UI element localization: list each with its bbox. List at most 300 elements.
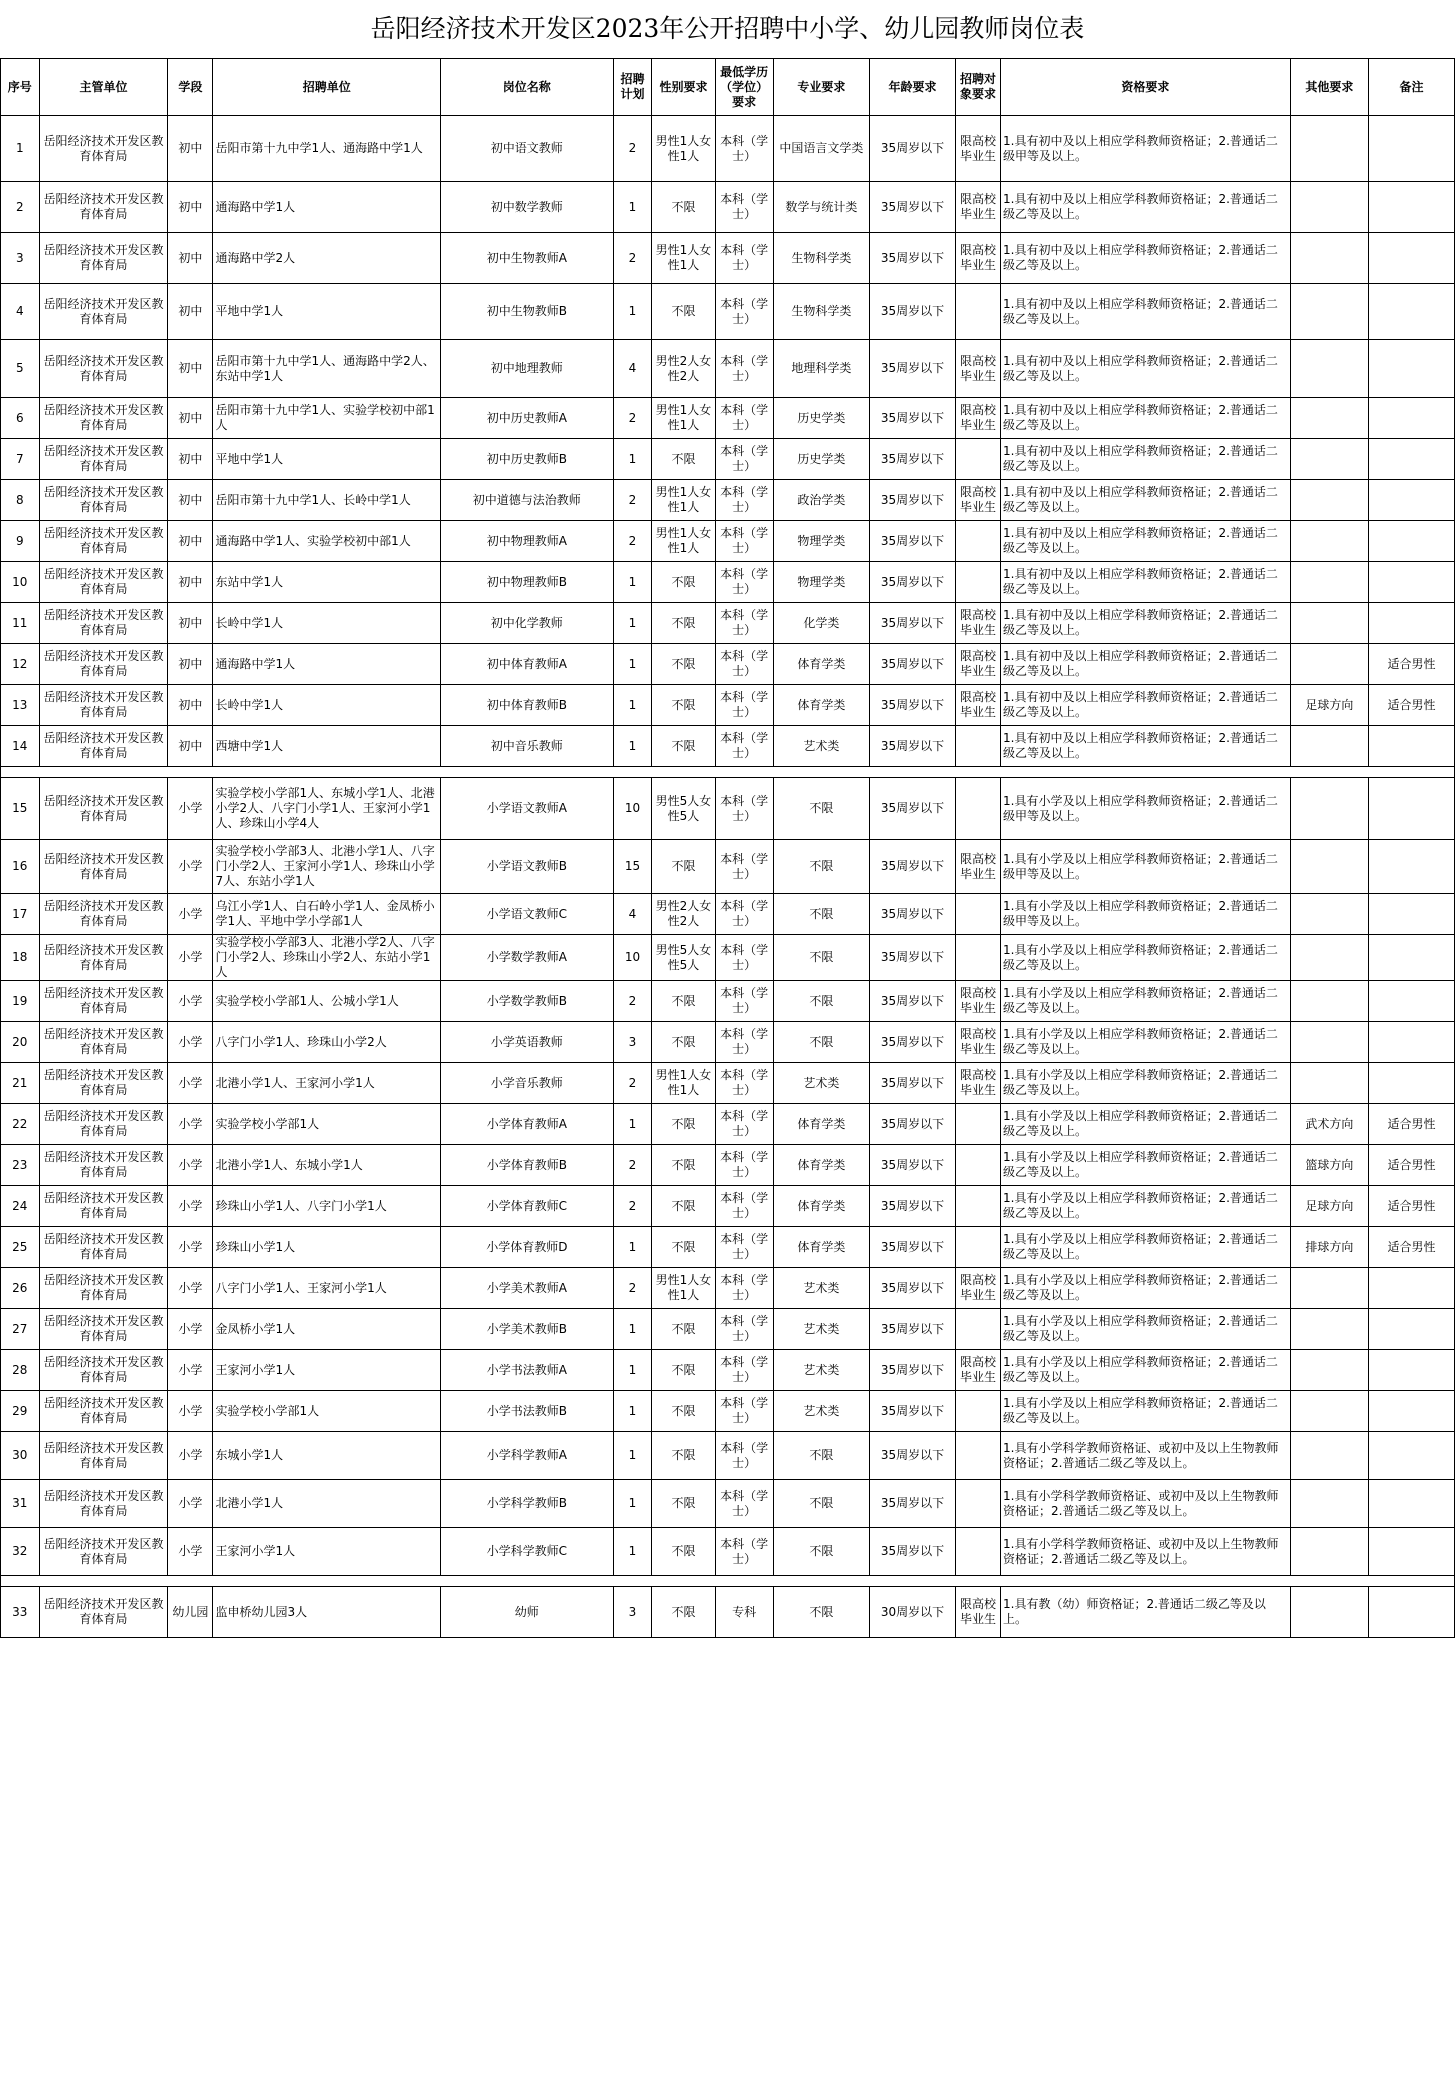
- cell-seq: 29: [1, 1391, 40, 1432]
- cell-other: [1290, 340, 1368, 398]
- cell-target: 限高校毕业生: [955, 981, 1000, 1022]
- cell-major: 政治学类: [773, 480, 870, 521]
- cell-qualification: 1.具有小学及以上相应学科教师资格证；2.普通话二级乙等及以上。: [1001, 1145, 1291, 1186]
- cell-education: 本科（学士）: [715, 1104, 773, 1145]
- cell-target: [955, 1528, 1000, 1576]
- cell-position: 初中语文教师: [440, 116, 613, 182]
- cell-quota: 1: [613, 1309, 652, 1350]
- cell-level: 小学: [168, 1391, 213, 1432]
- cell-major: 不限: [773, 1022, 870, 1063]
- cell-authority: 岳阳经济技术开发区教育体育局: [39, 233, 168, 284]
- cell-position: 小学美术教师B: [440, 1309, 613, 1350]
- section-gap-kindergarten-cell: [1, 1576, 1455, 1587]
- cell-authority: 岳阳经济技术开发区教育体育局: [39, 1480, 168, 1528]
- cell-major: 生物科学类: [773, 233, 870, 284]
- cell-seq: 6: [1, 398, 40, 439]
- cell-age: 35周岁以下: [870, 1480, 956, 1528]
- cell-authority: 岳阳经济技术开发区教育体育局: [39, 726, 168, 767]
- cell-gender: 不限: [652, 1350, 715, 1391]
- table-row: [1, 562, 1455, 603]
- cell-seq: 7: [1, 439, 40, 480]
- cell-major: 生物科学类: [773, 284, 870, 340]
- cell-age: 35周岁以下: [870, 1528, 956, 1576]
- cell-age: 35周岁以下: [870, 233, 956, 284]
- cell-qualification: 1.具有小学及以上相应学科教师资格证；2.普通话二级甲等及以上。: [1001, 894, 1291, 935]
- column-header-major: 专业要求: [773, 59, 870, 116]
- table-row: [1, 935, 1455, 981]
- cell-level: 初中: [168, 398, 213, 439]
- cell-employer: 王家河小学1人: [213, 1528, 440, 1576]
- cell-position: 小学体育教师A: [440, 1104, 613, 1145]
- cell-qualification: 1.具有小学及以上相应学科教师资格证；2.普通话二级乙等及以上。: [1001, 1227, 1291, 1268]
- cell-gender: 不限: [652, 644, 715, 685]
- cell-age: 35周岁以下: [870, 1391, 956, 1432]
- cell-qualification: 1.具有初中及以上相应学科教师资格证；2.普通话二级甲等及以上。: [1001, 116, 1291, 182]
- cell-employer: 乌江小学1人、白石岭小学1人、金凤桥小学1人、平地中学小学部1人: [213, 894, 440, 935]
- cell-age: 35周岁以下: [870, 644, 956, 685]
- cell-education: 本科（学士）: [715, 1227, 773, 1268]
- cell-qualification: 1.具有小学及以上相应学科教师资格证；2.普通话二级乙等及以上。: [1001, 1268, 1291, 1309]
- cell-seq: 15: [1, 778, 40, 840]
- cell-quota: 2: [613, 116, 652, 182]
- cell-other: [1290, 1350, 1368, 1391]
- cell-quota: 1: [613, 1391, 652, 1432]
- cell-other: [1290, 894, 1368, 935]
- cell-age: 35周岁以下: [870, 726, 956, 767]
- cell-qualification: 1.具有小学及以上相应学科教师资格证；2.普通话二级乙等及以上。: [1001, 1309, 1291, 1350]
- cell-level: 初中: [168, 116, 213, 182]
- cell-target: [955, 521, 1000, 562]
- column-header-authority: 主管单位: [39, 59, 168, 116]
- cell-target: [955, 726, 1000, 767]
- cell-remark: [1369, 1480, 1455, 1528]
- cell-position: 初中道德与法治教师: [440, 480, 613, 521]
- cell-quota: 2: [613, 981, 652, 1022]
- cell-gender: 男性1人女性1人: [652, 521, 715, 562]
- cell-quota: 1: [613, 562, 652, 603]
- cell-age: 35周岁以下: [870, 340, 956, 398]
- table-row: [1, 284, 1455, 340]
- cell-level: 初中: [168, 284, 213, 340]
- cell-education: 本科（学士）: [715, 840, 773, 894]
- cell-remark: [1369, 1350, 1455, 1391]
- cell-employer: 东站中学1人: [213, 562, 440, 603]
- cell-quota: 2: [613, 1268, 652, 1309]
- cell-education: 本科（学士）: [715, 439, 773, 480]
- cell-seq: 31: [1, 1480, 40, 1528]
- recruitment-table: [0, 58, 1455, 1638]
- cell-position: 小学语文教师C: [440, 894, 613, 935]
- cell-seq: 27: [1, 1309, 40, 1350]
- cell-gender: 不限: [652, 1104, 715, 1145]
- cell-remark: [1369, 935, 1455, 981]
- cell-remark: [1369, 340, 1455, 398]
- cell-major: 体育学类: [773, 644, 870, 685]
- cell-target: 限高校毕业生: [955, 1587, 1000, 1638]
- cell-target: 限高校毕业生: [955, 1063, 1000, 1104]
- cell-level: 小学: [168, 1480, 213, 1528]
- cell-target: 限高校毕业生: [955, 182, 1000, 233]
- cell-position: 小学体育教师B: [440, 1145, 613, 1186]
- column-header-other: 其他要求: [1290, 59, 1368, 116]
- cell-authority: 岳阳经济技术开发区教育体育局: [39, 935, 168, 981]
- cell-seq: 30: [1, 1432, 40, 1480]
- cell-seq: 4: [1, 284, 40, 340]
- cell-major: 不限: [773, 1587, 870, 1638]
- cell-qualification: 1.具有初中及以上相应学科教师资格证；2.普通话二级乙等及以上。: [1001, 644, 1291, 685]
- cell-target: 限高校毕业生: [955, 233, 1000, 284]
- cell-major: 体育学类: [773, 1186, 870, 1227]
- cell-employer: 监申桥幼儿园3人: [213, 1587, 440, 1638]
- cell-level: 初中: [168, 685, 213, 726]
- cell-target: 限高校毕业生: [955, 603, 1000, 644]
- table-row: [1, 1587, 1455, 1638]
- cell-seq: 32: [1, 1528, 40, 1576]
- cell-seq: 17: [1, 894, 40, 935]
- cell-education: 本科（学士）: [715, 1063, 773, 1104]
- cell-qualification: 1.具有初中及以上相应学科教师资格证；2.普通话二级乙等及以上。: [1001, 726, 1291, 767]
- cell-remark: 适合男性: [1369, 1145, 1455, 1186]
- column-header-seq: 序号: [1, 59, 40, 116]
- cell-seq: 13: [1, 685, 40, 726]
- cell-gender: 男性1人女性1人: [652, 398, 715, 439]
- cell-remark: [1369, 116, 1455, 182]
- table-row: [1, 1309, 1455, 1350]
- cell-remark: [1369, 726, 1455, 767]
- cell-education: 本科（学士）: [715, 182, 773, 233]
- cell-level: 初中: [168, 521, 213, 562]
- cell-seq: 25: [1, 1227, 40, 1268]
- cell-qualification: 1.具有小学科学教师资格证、或初中及以上生物教师资格证；2.普通话二级乙等及以上。: [1001, 1432, 1291, 1480]
- cell-gender: 男性2人女性2人: [652, 894, 715, 935]
- cell-major: 体育学类: [773, 1104, 870, 1145]
- cell-position: 小学英语教师: [440, 1022, 613, 1063]
- cell-other: [1290, 439, 1368, 480]
- cell-other: [1290, 1432, 1368, 1480]
- cell-authority: 岳阳经济技术开发区教育体育局: [39, 284, 168, 340]
- cell-gender: 男性2人女性2人: [652, 340, 715, 398]
- cell-position: 初中化学教师: [440, 603, 613, 644]
- cell-level: 小学: [168, 935, 213, 981]
- cell-gender: 不限: [652, 1186, 715, 1227]
- cell-other: 篮球方向: [1290, 1145, 1368, 1186]
- table-row: [1, 1432, 1455, 1480]
- cell-education: 本科（学士）: [715, 1480, 773, 1528]
- cell-employer: 北港小学1人、王家河小学1人: [213, 1063, 440, 1104]
- cell-quota: 15: [613, 840, 652, 894]
- column-header-position: 岗位名称: [440, 59, 613, 116]
- cell-seq: 12: [1, 644, 40, 685]
- cell-position: 初中生物教师A: [440, 233, 613, 284]
- cell-gender: 不限: [652, 1145, 715, 1186]
- cell-education: 本科（学士）: [715, 1350, 773, 1391]
- cell-authority: 岳阳经济技术开发区教育体育局: [39, 182, 168, 233]
- table-row: [1, 981, 1455, 1022]
- cell-remark: [1369, 398, 1455, 439]
- cell-seq: 20: [1, 1022, 40, 1063]
- cell-age: 35周岁以下: [870, 1022, 956, 1063]
- cell-major: 化学类: [773, 603, 870, 644]
- column-header-employer: 招聘单位: [213, 59, 440, 116]
- cell-major: 艺术类: [773, 1350, 870, 1391]
- cell-position: 小学科学教师C: [440, 1528, 613, 1576]
- cell-quota: 1: [613, 726, 652, 767]
- cell-age: 35周岁以下: [870, 894, 956, 935]
- cell-education: 本科（学士）: [715, 1186, 773, 1227]
- table-row: [1, 726, 1455, 767]
- cell-other: [1290, 778, 1368, 840]
- cell-authority: 岳阳经济技术开发区教育体育局: [39, 1104, 168, 1145]
- cell-other: [1290, 644, 1368, 685]
- cell-remark: [1369, 439, 1455, 480]
- cell-seq: 11: [1, 603, 40, 644]
- table-row: [1, 1063, 1455, 1104]
- cell-level: 小学: [168, 1063, 213, 1104]
- cell-other: [1290, 1587, 1368, 1638]
- cell-gender: 不限: [652, 284, 715, 340]
- cell-employer: 实验学校小学部3人、北港小学2人、八字门小学2人、珍珠山小学2人、东站小学1人: [213, 935, 440, 981]
- cell-education: 本科（学士）: [715, 1528, 773, 1576]
- cell-major: 不限: [773, 935, 870, 981]
- cell-target: 限高校毕业生: [955, 480, 1000, 521]
- cell-other: [1290, 233, 1368, 284]
- cell-other: [1290, 935, 1368, 981]
- cell-employer: 岳阳市第十九中学1人、长岭中学1人: [213, 480, 440, 521]
- cell-employer: 西塘中学1人: [213, 726, 440, 767]
- cell-quota: 1: [613, 1104, 652, 1145]
- cell-education: 本科（学士）: [715, 1309, 773, 1350]
- cell-seq: 24: [1, 1186, 40, 1227]
- cell-age: 35周岁以下: [870, 1186, 956, 1227]
- cell-employer: 长岭中学1人: [213, 685, 440, 726]
- cell-gender: 男性1人女性1人: [652, 1063, 715, 1104]
- cell-other: [1290, 603, 1368, 644]
- cell-authority: 岳阳经济技术开发区教育体育局: [39, 116, 168, 182]
- cell-target: [955, 1227, 1000, 1268]
- cell-education: 本科（学士）: [715, 233, 773, 284]
- cell-employer: 北港小学1人、东城小学1人: [213, 1145, 440, 1186]
- cell-gender: 男性1人女性1人: [652, 1268, 715, 1309]
- cell-age: 35周岁以下: [870, 840, 956, 894]
- cell-age: 35周岁以下: [870, 284, 956, 340]
- cell-remark: 适合男性: [1369, 685, 1455, 726]
- cell-authority: 岳阳经济技术开发区教育体育局: [39, 1145, 168, 1186]
- cell-employer: 通海路中学1人: [213, 182, 440, 233]
- cell-target: 限高校毕业生: [955, 840, 1000, 894]
- cell-gender: 不限: [652, 1227, 715, 1268]
- cell-quota: 4: [613, 894, 652, 935]
- cell-other: [1290, 1063, 1368, 1104]
- cell-position: 初中历史教师B: [440, 439, 613, 480]
- cell-position: 小学体育教师C: [440, 1186, 613, 1227]
- cell-employer: 岳阳市第十九中学1人、通海路中学1人: [213, 116, 440, 182]
- cell-quota: 2: [613, 521, 652, 562]
- cell-level: 小学: [168, 981, 213, 1022]
- cell-quota: 1: [613, 603, 652, 644]
- cell-target: 限高校毕业生: [955, 398, 1000, 439]
- cell-position: 初中地理教师: [440, 340, 613, 398]
- cell-major: 数学与统计类: [773, 182, 870, 233]
- cell-age: 35周岁以下: [870, 182, 956, 233]
- cell-target: [955, 439, 1000, 480]
- cell-seq: 10: [1, 562, 40, 603]
- cell-target: 限高校毕业生: [955, 340, 1000, 398]
- cell-education: 本科（学士）: [715, 340, 773, 398]
- cell-seq: 3: [1, 233, 40, 284]
- cell-gender: 男性1人女性1人: [652, 116, 715, 182]
- cell-authority: 岳阳经济技术开发区教育体育局: [39, 1309, 168, 1350]
- cell-employer: 珍珠山小学1人: [213, 1227, 440, 1268]
- cell-employer: 八字门小学1人、王家河小学1人: [213, 1268, 440, 1309]
- cell-target: 限高校毕业生: [955, 116, 1000, 182]
- cell-gender: 男性5人女性5人: [652, 778, 715, 840]
- cell-authority: 岳阳经济技术开发区教育体育局: [39, 840, 168, 894]
- cell-position: 小学美术教师A: [440, 1268, 613, 1309]
- cell-level: 初中: [168, 233, 213, 284]
- cell-age: 35周岁以下: [870, 480, 956, 521]
- cell-quota: 1: [613, 439, 652, 480]
- cell-remark: [1369, 603, 1455, 644]
- cell-age: 35周岁以下: [870, 981, 956, 1022]
- cell-authority: 岳阳经济技术开发区教育体育局: [39, 685, 168, 726]
- cell-target: [955, 562, 1000, 603]
- cell-remark: 适合男性: [1369, 1186, 1455, 1227]
- cell-target: 限高校毕业生: [955, 644, 1000, 685]
- cell-qualification: 1.具有初中及以上相应学科教师资格证；2.普通话二级乙等及以上。: [1001, 562, 1291, 603]
- cell-qualification: 1.具有初中及以上相应学科教师资格证；2.普通话二级乙等及以上。: [1001, 233, 1291, 284]
- cell-education: 本科（学士）: [715, 284, 773, 340]
- cell-quota: 1: [613, 685, 652, 726]
- cell-authority: 岳阳经济技术开发区教育体育局: [39, 1391, 168, 1432]
- cell-education: 本科（学士）: [715, 1432, 773, 1480]
- cell-remark: [1369, 840, 1455, 894]
- cell-level: 小学: [168, 778, 213, 840]
- cell-employer: 八字门小学1人、珍珠山小学2人: [213, 1022, 440, 1063]
- cell-remark: [1369, 1268, 1455, 1309]
- cell-major: 艺术类: [773, 1391, 870, 1432]
- cell-employer: 实验学校小学部1人、东城小学1人、北港小学2人、八字门小学1人、王家河小学1人、珍珠山小学4人: [213, 778, 440, 840]
- cell-gender: 不限: [652, 1391, 715, 1432]
- cell-target: 限高校毕业生: [955, 1350, 1000, 1391]
- cell-gender: 不限: [652, 840, 715, 894]
- cell-remark: [1369, 182, 1455, 233]
- cell-position: 小学语文教师A: [440, 778, 613, 840]
- cell-education: 专科: [715, 1587, 773, 1638]
- cell-level: 小学: [168, 840, 213, 894]
- table-row: [1, 182, 1455, 233]
- cell-other: [1290, 562, 1368, 603]
- cell-employer: 实验学校小学部3人、北港小学1人、八字门小学2人、王家河小学1人、珍珠山小学7人、东站小学1人: [213, 840, 440, 894]
- table-row: [1, 233, 1455, 284]
- cell-quota: 1: [613, 1350, 652, 1391]
- cell-qualification: 1.具有初中及以上相应学科教师资格证；2.普通话二级乙等及以上。: [1001, 284, 1291, 340]
- cell-quota: 2: [613, 398, 652, 439]
- cell-major: 艺术类: [773, 1309, 870, 1350]
- cell-other: 武术方向: [1290, 1104, 1368, 1145]
- table-row: [1, 1227, 1455, 1268]
- cell-major: 中国语言文学类: [773, 116, 870, 182]
- table-row: [1, 840, 1455, 894]
- cell-gender: 不限: [652, 1587, 715, 1638]
- cell-other: [1290, 116, 1368, 182]
- cell-age: 35周岁以下: [870, 1309, 956, 1350]
- cell-other: [1290, 1480, 1368, 1528]
- cell-age: 35周岁以下: [870, 1227, 956, 1268]
- cell-remark: [1369, 1063, 1455, 1104]
- cell-target: 限高校毕业生: [955, 685, 1000, 726]
- cell-target: [955, 894, 1000, 935]
- cell-education: 本科（学士）: [715, 935, 773, 981]
- cell-position: 小学科学教师B: [440, 1480, 613, 1528]
- cell-employer: 金凤桥小学1人: [213, 1309, 440, 1350]
- cell-position: 小学书法教师B: [440, 1391, 613, 1432]
- cell-major: 历史学类: [773, 398, 870, 439]
- cell-gender: 不限: [652, 1480, 715, 1528]
- table-row: [1, 603, 1455, 644]
- cell-quota: 3: [613, 1587, 652, 1638]
- cell-position: 小学音乐教师: [440, 1063, 613, 1104]
- cell-target: [955, 1186, 1000, 1227]
- cell-authority: 岳阳经济技术开发区教育体育局: [39, 480, 168, 521]
- cell-major: 不限: [773, 894, 870, 935]
- cell-education: 本科（学士）: [715, 981, 773, 1022]
- cell-education: 本科（学士）: [715, 1391, 773, 1432]
- cell-education: 本科（学士）: [715, 480, 773, 521]
- cell-seq: 23: [1, 1145, 40, 1186]
- cell-level: 初中: [168, 340, 213, 398]
- cell-major: 不限: [773, 778, 870, 840]
- table-row: [1, 398, 1455, 439]
- cell-gender: 男性1人女性1人: [652, 233, 715, 284]
- cell-remark: [1369, 1309, 1455, 1350]
- cell-education: 本科（学士）: [715, 562, 773, 603]
- cell-authority: 岳阳经济技术开发区教育体育局: [39, 1227, 168, 1268]
- cell-qualification: 1.具有初中及以上相应学科教师资格证；2.普通话二级乙等及以上。: [1001, 398, 1291, 439]
- cell-other: 足球方向: [1290, 685, 1368, 726]
- cell-employer: 通海路中学1人: [213, 644, 440, 685]
- cell-level: 小学: [168, 1227, 213, 1268]
- cell-position: 小学书法教师A: [440, 1350, 613, 1391]
- cell-seq: 8: [1, 480, 40, 521]
- cell-target: 限高校毕业生: [955, 1268, 1000, 1309]
- cell-target: [955, 778, 1000, 840]
- cell-education: 本科（学士）: [715, 603, 773, 644]
- cell-major: 不限: [773, 1480, 870, 1528]
- table-row: [1, 480, 1455, 521]
- cell-age: 35周岁以下: [870, 1063, 956, 1104]
- column-header-qualification: 资格要求: [1001, 59, 1291, 116]
- cell-level: 小学: [168, 1145, 213, 1186]
- cell-other: [1290, 1391, 1368, 1432]
- cell-employer: 长岭中学1人: [213, 603, 440, 644]
- table-row: [1, 894, 1455, 935]
- cell-other: [1290, 284, 1368, 340]
- table-row: [1, 1480, 1455, 1528]
- cell-seq: 18: [1, 935, 40, 981]
- cell-qualification: 1.具有初中及以上相应学科教师资格证；2.普通话二级乙等及以上。: [1001, 439, 1291, 480]
- cell-level: 初中: [168, 480, 213, 521]
- cell-target: [955, 1432, 1000, 1480]
- cell-other: [1290, 521, 1368, 562]
- cell-employer: 珍珠山小学1人、八字门小学1人: [213, 1186, 440, 1227]
- column-header-quota: 招聘计划: [613, 59, 652, 116]
- cell-level: 小学: [168, 1104, 213, 1145]
- cell-qualification: 1.具有小学科学教师资格证、或初中及以上生物教师资格证；2.普通话二级乙等及以上。: [1001, 1480, 1291, 1528]
- section-gap-kindergarten: [1, 1576, 1455, 1587]
- cell-age: 35周岁以下: [870, 398, 956, 439]
- table-header-row: [1, 59, 1455, 116]
- cell-age: 35周岁以下: [870, 1350, 956, 1391]
